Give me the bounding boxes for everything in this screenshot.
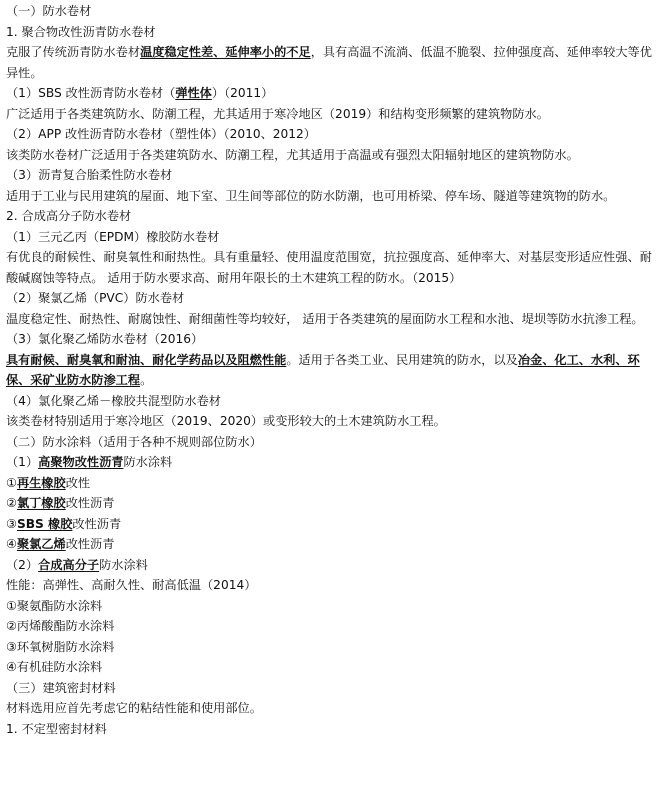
text-line-l10 <box>6 206 671 227</box>
text-line-l6 <box>6 124 671 145</box>
text-line-l3 <box>6 42 661 83</box>
text-segment: （一）防水卷材 <box>6 4 92 18</box>
emphasis-text: SBS 橡胶 <box>16 516 73 531</box>
text-line-l16 <box>6 350 661 391</box>
text-segment: 克服了传统沥青防水卷材 <box>6 45 141 59</box>
emphasis-text: 弹性体 <box>175 86 212 100</box>
text-segment: 广泛适用于各类建筑防水、防潮工程，尤其适用于寒冷地区（2019）和结构变形频繁的建筑物防水。 <box>6 106 549 121</box>
text-line-l33 <box>6 719 671 740</box>
text-line-l18 <box>6 411 671 432</box>
text-segment: 防水涂料 <box>123 455 173 469</box>
text-segment: 该类卷材特别适用于寒冷地区（2019、2020）或变形较大的土木建筑防水工程。 <box>6 414 446 428</box>
text-line-l21 <box>6 473 671 494</box>
text-segment: 。 <box>140 373 153 387</box>
text-segment: ④ <box>6 537 17 551</box>
text-segment: （1） <box>6 455 39 469</box>
emphasis-text: 高聚物改性沥青 <box>38 455 124 469</box>
text-line-l27 <box>6 596 671 617</box>
text-segment: 。适用于各类工业、民用建筑的防水，以及 <box>286 352 518 367</box>
text-line-l13 <box>6 288 671 309</box>
text-segment: 温度稳定性、耐热性、耐腐蚀性、耐细菌性等均较好， 适用于各类建筑的屋面防水工程和水池、堤坝等防水抗渗工程。 <box>6 311 644 326</box>
text-line-l1 <box>6 1 671 22</box>
text-segment: （4）氯化聚乙烯－橡胶共混型防水卷材 <box>6 393 221 408</box>
emphasis-text: 聚氯乙烯 <box>16 537 66 551</box>
text-segment: ③ <box>6 516 17 531</box>
text-segment: 1. 聚合物改性沥青防水卷材 <box>6 24 156 39</box>
text-line-l22 <box>6 493 671 514</box>
text-line-l5 <box>6 104 671 125</box>
text-segment: 改性 <box>65 475 91 490</box>
text-segment: ①聚氨酯防水涂料 <box>6 598 103 613</box>
text-segment: （2）APP 改性沥青防水卷材（塑性体）（2010、2012） <box>6 127 316 141</box>
text-segment: 改性沥青 <box>72 516 122 531</box>
emphasis-text: 再生橡胶 <box>16 475 66 490</box>
text-line-l31 <box>6 678 671 699</box>
text-segment: 1. 不定型密封材料 <box>6 721 107 736</box>
text-line-l19 <box>6 432 671 453</box>
text-segment: （1）SBS 改性沥青防水卷材（ <box>6 86 176 100</box>
text-segment: （2） <box>6 557 39 572</box>
text-line-l14 <box>6 309 661 330</box>
emphasis-text: 合成高分子 <box>38 557 100 572</box>
text-line-l20 <box>6 452 671 473</box>
text-segment: ，具有高温不流淌、低温不脆裂、拉伸强度高、延伸率较大等优异性。 <box>6 45 652 80</box>
text-line-l2 <box>6 22 671 43</box>
text-line-l9 <box>6 186 661 207</box>
text-segment: ④有机硅防水涂料 <box>6 660 103 674</box>
text-line-l17 <box>6 391 671 412</box>
text-segment: 性能：高弹性、高耐久性、耐高低温（2014） <box>6 578 257 592</box>
text-line-l23 <box>6 514 671 535</box>
text-segment: 2. 合成高分子防水卷材 <box>6 209 132 223</box>
text-line-l11 <box>6 227 671 248</box>
text-segment: （3）氯化聚乙烯防水卷材（2016） <box>6 332 204 346</box>
text-line-l15 <box>6 329 671 350</box>
text-segment: 防水涂料 <box>99 557 148 572</box>
text-segment: 改性沥青 <box>65 496 115 510</box>
text-segment: ②丙烯酸酯防水涂料 <box>6 619 115 633</box>
text-segment: 改性沥青 <box>65 537 115 551</box>
text-segment: （3）沥青复合胎柔性防水卷材 <box>6 168 173 182</box>
text-line-l29 <box>6 637 671 658</box>
text-line-l4 <box>6 83 671 104</box>
emphasis-text: 具有耐候、耐臭氧和耐油、耐化学药品以及阻燃性能 <box>6 352 287 367</box>
text-segment: 有优良的耐候性、耐臭氧性和耐热性。具有重量轻、使用温度范围宽，抗拉强度高、延伸率大、对基层变形适应性强、耐酸碱腐蚀等特点。 适用于防水要求高、耐用年限长的土木建筑工程的防水。（2015） <box>6 250 652 285</box>
text-line-l26 <box>6 575 671 596</box>
text-segment: ① <box>6 475 17 490</box>
emphasis-text: 冶金、化工、水利、环保、采矿业防水防渗工程 <box>6 352 640 387</box>
text-line-l28 <box>6 616 671 637</box>
text-segment: （三）建筑密封材料 <box>6 680 116 695</box>
text-segment: （2）聚氯乙烯（PVC）防水卷材 <box>6 291 185 305</box>
text-segment: （二）防水涂料（适用于各种不规则部位防水） <box>6 434 262 449</box>
text-segment: ）（2011） <box>211 86 274 100</box>
text-line-l25 <box>6 555 671 576</box>
text-segment: ③环氧树脂防水涂料 <box>6 639 115 654</box>
text-segment: 适用于工业与民用建筑的屋面、地下室、卫生间等部位的防水防潮，也可用桥梁、停车场、隧道等建筑物的防水。 <box>6 188 616 203</box>
text-line-l8 <box>6 165 671 186</box>
emphasis-text: 氯丁橡胶 <box>16 496 66 510</box>
text-line-l7 <box>6 145 671 166</box>
text-line-l12 <box>6 247 661 288</box>
text-segment: ② <box>6 496 17 510</box>
text-segment: 该类防水卷材广泛适用于各类建筑防水、防潮工程，尤其适用于高温或有强烈太阳辐射地区的建筑物防水。 <box>6 147 579 162</box>
text-line-l24 <box>6 534 671 555</box>
text-segment: 材料选用应首先考虑它的粘结性能和使用部位。 <box>6 701 262 715</box>
text-line-l32 <box>6 698 671 719</box>
emphasis-text: 温度稳定性差、延伸率小的不足 <box>140 45 311 59</box>
text-line-l30 <box>6 657 671 678</box>
text-segment: （1）三元乙丙（EPDM）橡胶防水卷材 <box>6 229 220 244</box>
